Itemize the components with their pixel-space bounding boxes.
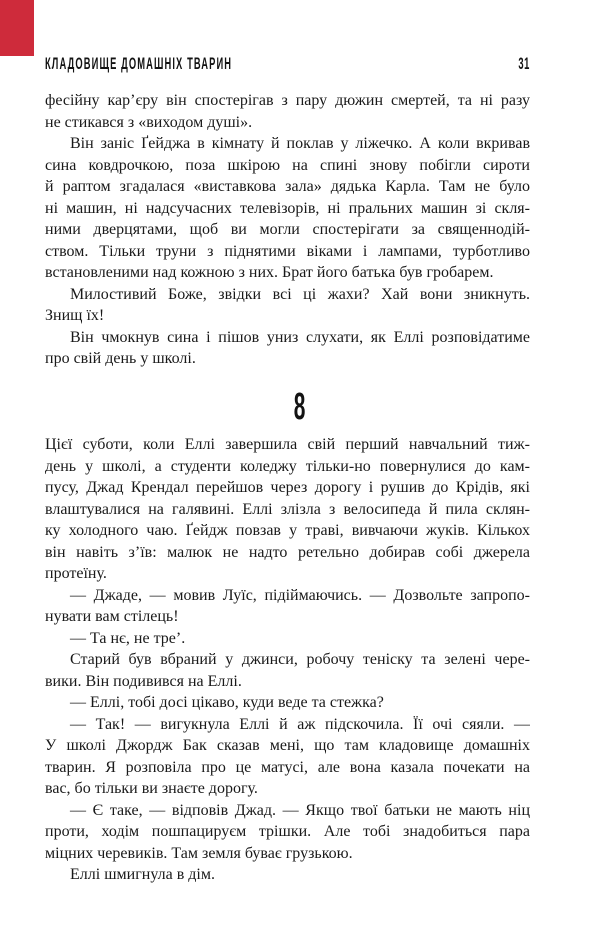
text-line: й раптом згадалася «виставкова зала» дядька Карла. Там не було: [45, 178, 530, 195]
text-line: проти, ходім пошпацируєм трішки. Але тобі знадобиться пара: [45, 823, 530, 840]
text-line: — Та нє, не тре’.: [70, 629, 186, 647]
text-line: вики. Він подивився на Еллі.: [45, 672, 242, 690]
text-line: про свій день у школі.: [45, 350, 196, 367]
text-line: — Є таке, — відповів Джад. — Якщо твої батьки не мають ніц: [70, 801, 530, 819]
bookmark-ribbon[interactable]: [0, 0, 34, 56]
text-line: Він заніс Ґейджа в кімнату й поклав у ліжечко. А коли вкривав: [70, 135, 530, 152]
text-line: пусу, Джад Крендал перейшов через дорогу і рушив до Крідів, які: [45, 479, 530, 496]
text-line: нувати вам стілець!: [45, 608, 179, 625]
chapter-heading: [0, 386, 600, 428]
text-line: Старий був вбраний у джинси, робочу теніску та зелені чере-: [70, 651, 530, 668]
text-line: тварин. Я розповіла про це матусі, але вона казала почекати на: [45, 758, 530, 776]
text-line: Знищ їх!: [45, 307, 105, 324]
text-line: сина ковдрочкою, поза шкірою на спині знову побігли сироти: [45, 156, 530, 174]
text-line: ку холодного чаю. Ґейдж повзав у траві, вивчаючи жуків. Кількох: [45, 522, 530, 539]
text-line: вас, бо тільки ви знаєте дорогу.: [45, 780, 258, 797]
chapter-number: 8: [294, 386, 306, 428]
text-line: протеїну.: [45, 565, 107, 582]
page-number: 31: [518, 54, 530, 73]
running-header: [45, 54, 530, 74]
running-title: КЛАДОВИЩЕ ДОМАШНІХ ТВАРИН: [45, 54, 233, 73]
text-line: встановленими над кожною з них. Брат його батька був гробарем.: [45, 264, 494, 281]
text-line: влаштувалися на галявині. Еллі злізла з велосипеда й пила склян-: [45, 500, 530, 518]
text-line: Він чмокнув сина і пішов униз слухати, як Еллі розповідатиме: [70, 328, 530, 346]
text-line: Цієї суботи, коли Еллі завершила свій перший навчальний тиж-: [45, 436, 530, 453]
text-line: Еллі шмигнула в дім.: [70, 866, 215, 883]
text-block-after-chapter: [45, 434, 530, 886]
text-line: фесійну кар’єру він спостерігав з пару дюжин смертей, та ні разу: [45, 92, 530, 109]
text-line: У школі Джордж Бак сказав мені, що там кладовище домашніх: [45, 737, 530, 754]
text-line: міцних черевиків. Там земля буває грузькою.: [45, 844, 353, 862]
text-line: — Джаде, — мовив Луїс, підіймаючись. — Дозвольте запропо-: [70, 586, 530, 604]
text-line: — Так! — вигукнула Еллі й аж підскочила. Її очі сяяли. —: [70, 715, 530, 733]
text-line: день у школі, а студенти коледжу тільки-но повернулися до кам-: [45, 457, 530, 475]
text-line: Милостивий Боже, звідки всі ці жахи? Хай вони зникнуть.: [70, 285, 530, 303]
text-line: ні машин, ні надсучасних телевізорів, ні пральних машин зі скля-: [45, 199, 530, 217]
text-line: — Еллі, тобі досі цікаво, куди веде та стежка?: [70, 694, 384, 711]
text-line: не стикався з «виходом душі».: [45, 113, 253, 131]
text-line: ством. Тільки труни з піднятими віками і лампами, турботливо: [45, 242, 530, 260]
text-block-before-chapter: [45, 90, 530, 370]
text-line: ними дверцятами, щоб ви могли спостерігати за священнодій-: [45, 221, 530, 238]
text-line: він навіть з’їв: малюк не надто ретельно добирав собі джерела: [45, 543, 530, 561]
